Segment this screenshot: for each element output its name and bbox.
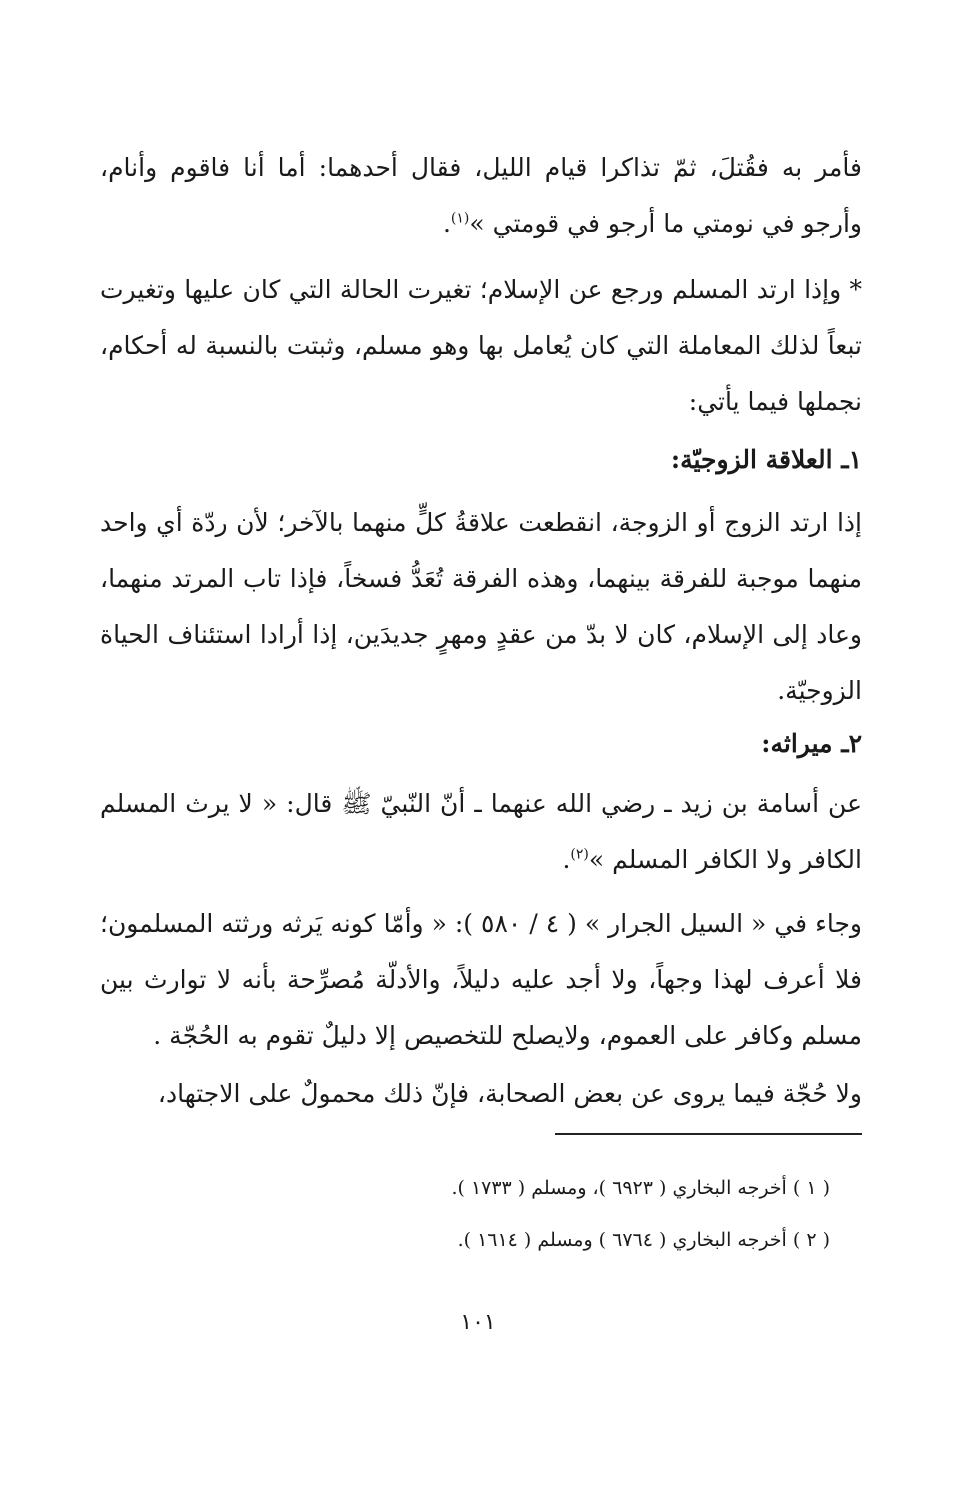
paragraph-4-text: عن أسامة بن زيد ـ رضي الله عنهما ـ أنّ النّبيّ ﷺ قال: « لا يرث المسلم الكافر ولا الكافر المسلم »	[100, 789, 862, 874]
heading-block-1	[100, 432, 862, 488]
main-text-5	[100, 896, 862, 1064]
main-text	[100, 140, 862, 252]
heading-block-2	[100, 716, 862, 772]
paragraph-4-end: .	[562, 845, 571, 874]
page-number: ١٠١	[460, 1310, 496, 1335]
section-heading-2: ٢ـ ميراثه:	[761, 729, 862, 758]
main-text-6	[100, 1066, 862, 1122]
paragraph-1-text: فأمر به فقُتلَ، ثمّ تذاكرا قيام الليل، فقال أحدهما: أما أنا فاقوم وأنام، وأرجو في نومتي ما أرجو في قومتي »	[100, 153, 862, 238]
paragraph-2: * وإذا ارتد المسلم ورجع عن الإسلام؛ تغيرت الحالة التي كان عليها وتغيرت تبعاً لذلك المعاملة التي كان يُعامل بها وهو مسلم، وثبتت بالنسبة له أحكام، نجملها فيما يأتي:	[100, 275, 862, 416]
main-text-3	[100, 495, 862, 719]
paragraph-5: وجاء في « السيل الجرار » ( ٤ / ٥٨٠ ): « وأمّا كونه يَرثه ورثته المسلمون؛ فلا أعرف لهذا وجهاً، ولا أجد عليه دليلاً، والأدلّة مُصرِّحة بأنه لا توارث بين مسلم وكافر على العموم، ولايصلح للتخصيص إلا دليلٌ تقوم به الحُجّة .	[100, 909, 862, 1050]
footnote-2: ( ٢ ) أخرجه البخاري ( ٦٧٦٤ ) ومسلم ( ١٦١٤ ).	[457, 1229, 830, 1251]
section-heading-1: ١ـ العلاقة الزوجيّة:	[670, 445, 862, 474]
footnotes	[100, 1162, 830, 1266]
main-text-4	[100, 776, 862, 888]
paragraph-3: إذا ارتد الزوج أو الزوجة، انقطعت علاقةُ كلٍّ منهما بالآخر؛ لأن ردّة أي واحد منهما موجبة للفرقة بينهما، وهذه الفرقة تُعَدُّ فسخاً، فإذا تاب المرتد منهما، وعاد إلى الإسلام، كان لا بدّ من عقدٍ ومهرٍ جديدَين، إذا أرادا استئناف الحياة الزوجيّة.	[100, 508, 862, 705]
footnote-ref-2: (٢)	[570, 846, 589, 863]
footnote-1: ( ١ ) أخرجه البخاري ( ٦٩٢٣ )، ومسلم ( ١٧٣٣ ).	[451, 1177, 830, 1199]
footnote-divider	[555, 1133, 862, 1135]
paragraph-1-end: .	[442, 209, 451, 238]
main-text-2	[100, 262, 862, 430]
footnote-ref-1: (١)	[450, 210, 470, 227]
paragraph-1	[100, 140, 862, 252]
paragraph-4	[100, 776, 862, 888]
paragraph-6: ولا حُجّة فيما يروى عن بعض الصحابة، فإنّ ذلك محمولٌ على الاجتهاد،	[157, 1079, 862, 1108]
